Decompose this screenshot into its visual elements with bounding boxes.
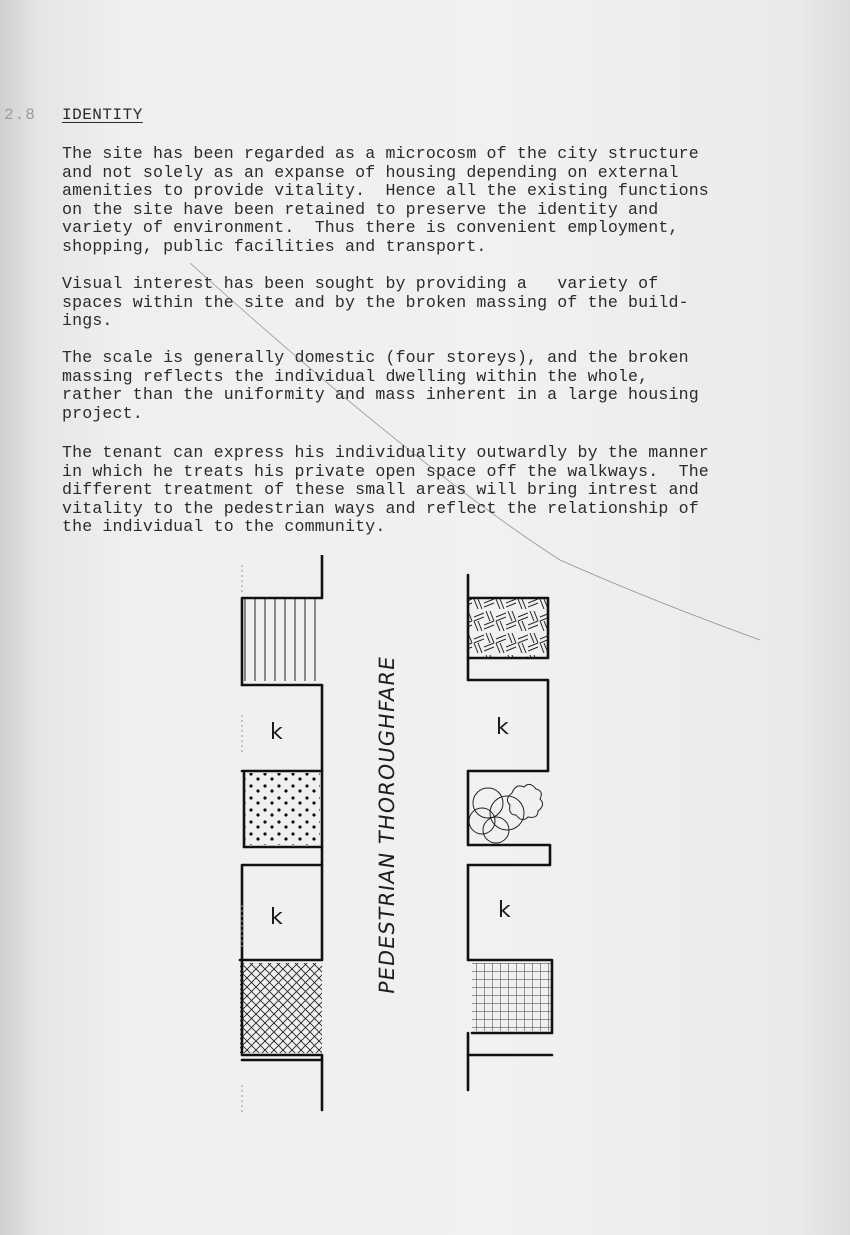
left-space-vertical-hatch xyxy=(242,598,322,681)
right-space-trees xyxy=(469,784,543,843)
kitchen-label-right-2: k xyxy=(498,898,511,923)
paragraph-visual-interest: Visual interest has been sought by providing a variety of spaces within the site and by the broken massing of the build- ings. xyxy=(62,274,689,331)
paragraph-scale: The scale is generally domestic (four storeys), and the broken massing reflects the individual dwelling within the whole, rather than the uniformity and mass inherent in a large housing project. xyxy=(62,348,699,423)
section-title: IDENTITY xyxy=(62,106,143,124)
left-space-crosshatch xyxy=(240,963,322,1053)
section-number: 2.8 xyxy=(4,106,36,124)
paragraph-microcosm: The site has been regarded as a microcosm of the city structure and not solely as an expanse of housing depending on external amenities to provide vitality. Hence all the existing functions on the site have been retained to preserve the identity and variety of environment. Thus there is convenient employment, shopping, public facilities and transport. xyxy=(62,144,709,256)
kitchen-label-right-1: k xyxy=(496,715,509,740)
left-space-dots xyxy=(244,773,320,845)
kitchen-label-left-2: k xyxy=(270,905,283,930)
kitchen-label-left-1: k xyxy=(270,720,283,745)
right-space-grid xyxy=(472,963,552,1031)
paragraph-tenant: The tenant can express his individuality outwardly by the manner in which he treats his private open space off the walkways. The different treatment of these small areas will bring intrest and vitality to the pedestrian ways and reflect the relationship of the individual to the community. xyxy=(62,443,709,537)
pedestrian-thoroughfare-label-box xyxy=(372,654,402,996)
pedestrian-thoroughfare-label: PEDESTRIAN THOROUGHFARE xyxy=(375,654,399,996)
right-space-woven-hatch xyxy=(468,598,548,658)
